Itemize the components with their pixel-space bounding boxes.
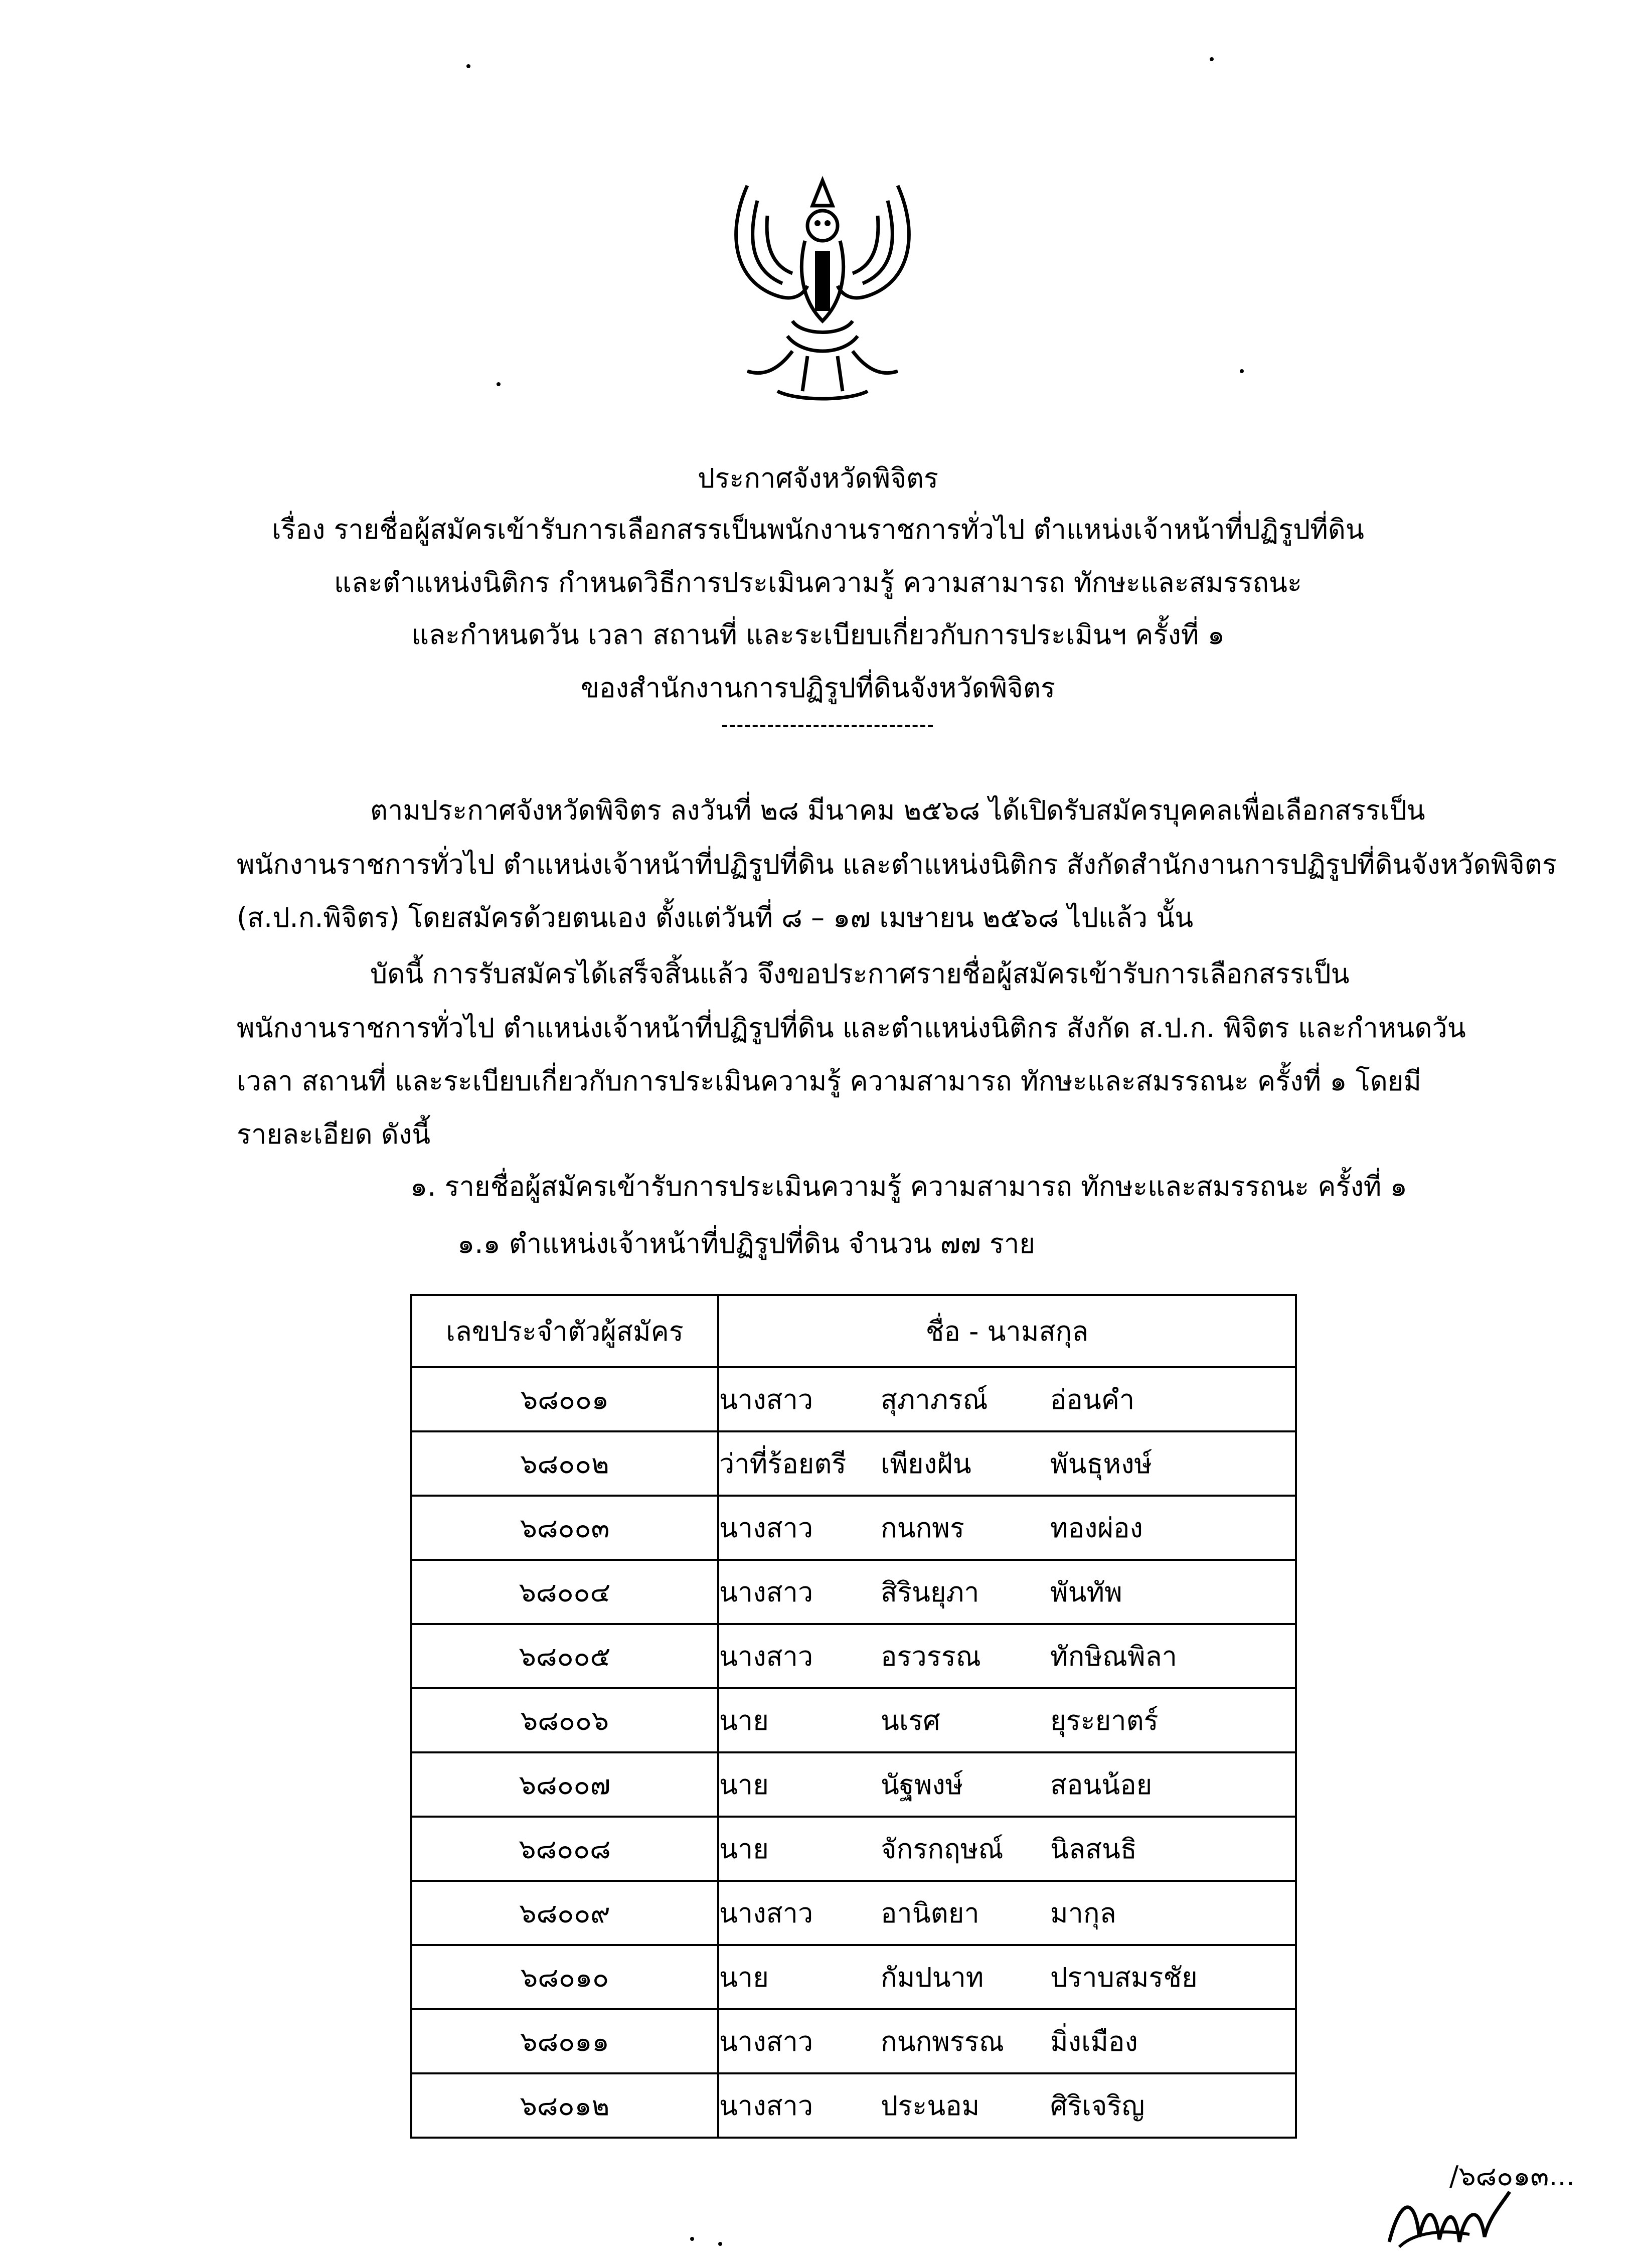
header-divider <box>722 725 933 727</box>
name-title: นาย <box>719 1962 769 1993</box>
applicant-name <box>718 1367 1296 1431</box>
last-name: ปราบสมรชัย <box>1050 1962 1198 1993</box>
first-name: อรวรรณ <box>881 1641 981 1672</box>
table-row <box>411 1431 1296 1496</box>
applicant-name <box>718 1881 1296 1945</box>
first-name: กนกพร <box>881 1512 964 1544</box>
table-row <box>411 1945 1296 2009</box>
subject-line-4: ของสำนักงานการปฏิรูปที่ดินจังหวัดพิจิตร <box>581 672 1055 704</box>
name-title: นางสาว <box>719 1897 813 1929</box>
applicant-id: ๖๘๐๑๒ <box>411 2073 718 2138</box>
applicant-id: ๖๘๐๐๗ <box>411 1752 718 1817</box>
table-row <box>411 1752 1296 1817</box>
applicant-id: ๖๘๐๐๖ <box>411 1688 718 1752</box>
last-name: พันทัพ <box>1050 1576 1122 1608</box>
first-name: กัมปนาท <box>881 1962 984 1993</box>
name-title: นางสาว <box>719 1512 813 1544</box>
table-row <box>411 2073 1296 2138</box>
paragraph-2-line-2: พนักงานราชการทั่วไป ตำแหน่งเจ้าหน้าที่ปฏิรูปที่ดิน และตำแหน่งนิติกร สังกัด ส.ป.ก. พิจิตร และกำหนดวัน <box>237 1012 1466 1044</box>
name-title: นาย <box>719 1769 769 1801</box>
column-header-id: เลขประจำตัวผู้สมัคร <box>411 1295 718 1367</box>
name-title: นางสาว <box>719 1641 813 1672</box>
applicant-name <box>718 1624 1296 1688</box>
first-name: เพียงฝัน <box>881 1448 971 1480</box>
name-title: นางสาว <box>719 1384 813 1415</box>
scan-speck <box>1210 57 1214 61</box>
applicant-name <box>718 1688 1296 1752</box>
applicant-id: ๖๘๐๐๒ <box>411 1431 718 1496</box>
paragraph-1-line-1: ตามประกาศจังหวัดพิจิตร ลงวันที่ ๒๘ มีนาคม ๒๕๖๘ ได้เปิดรับสมัครบุคคลเพื่อเลือกสรรเป็น <box>370 794 1425 826</box>
applicant-id: ๖๘๐๐๘ <box>411 1817 718 1881</box>
last-name: มิ่งเมือง <box>1050 2026 1138 2057</box>
applicant-name <box>718 1817 1296 1881</box>
applicant-id: ๖๘๐๑๑ <box>411 2009 718 2073</box>
first-name: กนกพรรณ <box>881 2026 1005 2057</box>
first-name: นัฐพงษ์ <box>881 1769 963 1801</box>
applicant-id: ๖๘๐๑๐ <box>411 1945 718 2009</box>
last-name: มากุล <box>1050 1897 1116 1929</box>
paragraph-1-line-3: (ส.ป.ก.พิจิตร) โดยสมัครด้วยตนเอง ตั้งแต่วันที่ ๘ – ๑๗ เมษายน ๒๕๖๘ ไปแล้ว นั้น <box>237 902 1194 933</box>
scan-speck <box>497 382 501 386</box>
scan-speck <box>718 2242 722 2246</box>
last-name: พันธุหงษ์ <box>1050 1448 1153 1480</box>
scan-speck <box>690 2237 694 2241</box>
scan-speck <box>466 64 470 68</box>
table-row <box>411 1367 1296 1431</box>
table-row <box>411 1624 1296 1688</box>
applicant-name <box>718 2073 1296 2138</box>
applicant-name <box>718 1945 1296 2009</box>
last-name: ทักษิณพิลา <box>1050 1641 1177 1672</box>
applicant-id: ๖๘๐๐๔ <box>411 1560 718 1624</box>
table-row <box>411 2009 1296 2073</box>
last-name: นิลสนธิ <box>1050 1833 1137 1865</box>
first-name: จักรกฤษณ์ <box>881 1833 1004 1865</box>
last-name: สอนน้อย <box>1050 1769 1153 1801</box>
name-title: ว่าที่ร้อยตรี <box>719 1448 847 1480</box>
table-header-row <box>411 1295 1296 1367</box>
item-1: ๑. รายชื่อผู้สมัครเข้ารับการประเมินความรู้ ความสามารถ ทักษะและสมรรถนะ ครั้งที่ ๑ <box>410 1171 1407 1202</box>
table-row <box>411 1881 1296 1945</box>
last-name: ทองผ่อง <box>1050 1512 1143 1544</box>
table-row <box>411 1560 1296 1624</box>
scan-speck <box>1240 369 1244 373</box>
paragraph-2-line-1: บัดนี้ การรับสมัครได้เสร็จสิ้นแล้ว จึงขอประกาศรายชื่อผู้สมัครเข้ารับการเลือกสรรเป็น <box>370 958 1350 990</box>
applicant-name <box>718 2009 1296 2073</box>
paragraph-1-line-2: พนักงานราชการทั่วไป ตำแหน่งเจ้าหน้าที่ปฏิรูปที่ดิน และตำแหน่งนิติกร สังกัดสำนักงานการปฏิรูปที่ดินจังหวัดพิจิตร <box>237 849 1557 880</box>
first-name: สิรินยุภา <box>881 1576 979 1608</box>
applicant-table <box>410 1294 1297 2139</box>
last-name: ยุระยาตร์ <box>1050 1705 1159 1736</box>
name-title: นาย <box>719 1705 769 1736</box>
continuation-reference: /๖๘๐๑๓... <box>1449 2160 1575 2192</box>
name-title: นางสาว <box>719 1576 813 1608</box>
table-row <box>411 1688 1296 1752</box>
page-title: ประกาศจังหวัดพิจิตร <box>698 462 938 494</box>
table-row <box>411 1817 1296 1881</box>
applicant-id: ๖๘๐๐๑ <box>411 1367 718 1431</box>
name-title: นางสาว <box>719 2090 813 2122</box>
subject-line-3: และกำหนดวัน เวลา สถานที่ และระเบียบเกี่ยวกับการประเมินฯ ครั้งที่ ๑ <box>411 619 1225 651</box>
column-header-name: ชื่อ - นามสกุล <box>718 1295 1296 1367</box>
first-name: อานิตยา <box>881 1897 979 1929</box>
item-1-1: ๑.๑ ตำแหน่งเจ้าหน้าที่ปฏิรูปที่ดิน จำนวน ๗๗ ราย <box>457 1228 1035 1259</box>
applicant-name <box>718 1560 1296 1624</box>
garuda-emblem-icon <box>717 171 928 411</box>
applicant-id: ๖๘๐๐๙ <box>411 1881 718 1945</box>
applicant-id: ๖๘๐๐๓ <box>411 1496 718 1560</box>
applicant-id: ๖๘๐๐๕ <box>411 1624 718 1688</box>
first-name: นเรศ <box>881 1705 940 1736</box>
name-title: นาย <box>719 1833 769 1865</box>
applicant-name <box>718 1496 1296 1560</box>
signature-mark <box>1384 2182 1515 2257</box>
last-name: ศิริเจริญ <box>1050 2090 1145 2122</box>
first-name: ประนอม <box>881 2090 980 2122</box>
paragraph-2-line-4: รายละเอียด ดังนี้ <box>237 1118 431 1150</box>
paragraph-2-line-3: เวลา สถานที่ และระเบียบเกี่ยวกับการประเมินความรู้ ความสามารถ ทักษะและสมรรถนะ ครั้งที่ ๑ โดยมี <box>237 1065 1422 1097</box>
name-title: นางสาว <box>719 2026 813 2057</box>
last-name: อ่อนคำ <box>1050 1384 1135 1415</box>
table-row <box>411 1496 1296 1560</box>
subject-line-2: และตำแหน่งนิติกร กำหนดวิธีการประเมินความรู้ ความสามารถ ทักษะและสมรรถนะ <box>334 567 1302 598</box>
subject-line-1: เรื่อง รายชื่อผู้สมัครเข้ารับการเลือกสรรเป็นพนักงานราชการทั่วไป ตำแหน่งเจ้าหน้าที่ปฏิรูปที่ดิน <box>272 514 1364 545</box>
applicant-name <box>718 1431 1296 1496</box>
applicant-name <box>718 1752 1296 1817</box>
first-name: สุภาภรณ์ <box>881 1384 988 1415</box>
